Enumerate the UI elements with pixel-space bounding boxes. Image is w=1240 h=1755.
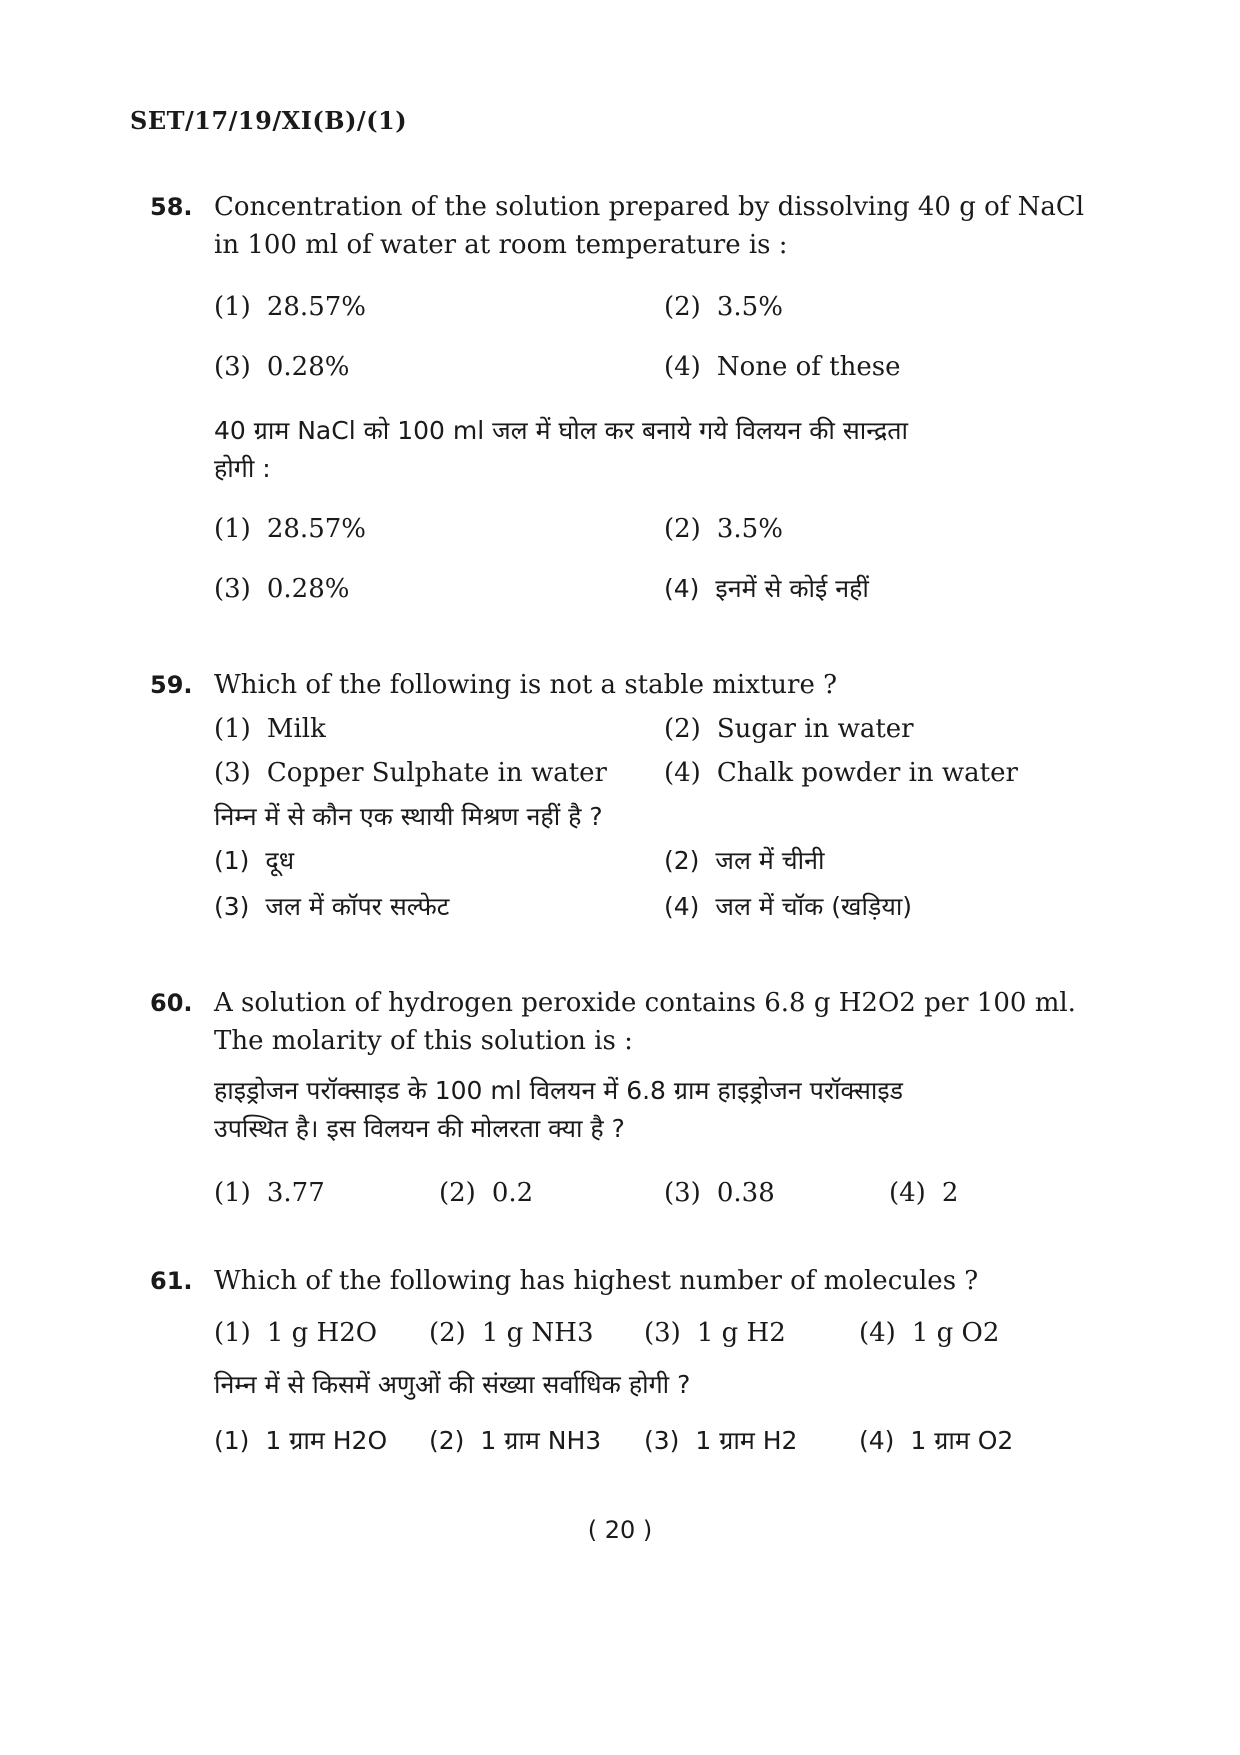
option-4: (4) None of these [664,352,901,382]
option-3-hi: (3) जल में कॉपर सल्फेट [214,892,450,921]
option-1: (1) 3.77 [214,1178,325,1208]
question-text-hi-line1: 40 ग्राम NaCl को 100 ml जल में घोल कर बनाये गये विलयन की सान्द्रता [214,416,908,445]
option-4-hi: (4) 1 ग्राम O2 [859,1426,1014,1455]
option-1-hi: (1) 1 ग्राम H2O [214,1426,388,1455]
question-text-hi: निम्न में से कौन एक स्थायी मिश्रण नहीं है ? [214,802,603,831]
question-text-hi-line1: हाइड्रोजन परॉक्साइड के 100 ml विलयन में 6.8 ग्राम हाइड्रोजन परॉक्साइड [214,1076,904,1105]
question-text-en-line2: in 100 ml of water at room temperature is : [214,230,788,260]
option-4-hi: (4) जल में चॉक (खड़िया) [664,892,913,921]
question-text-en-line1: A solution of hydrogen peroxide contains 6.8 g H2O2 per 100 ml. [214,988,1076,1018]
question-text-en: Which of the following has highest number of molecules ? [214,1266,979,1296]
question-number: 61. [150,1267,193,1295]
option-4: (4) Chalk powder in water [664,758,1018,788]
option-2-hi: (2) जल में चीनी [664,846,825,875]
option-2-hi: (2) 3.5% [664,514,783,544]
option-1-hi: (1) 28.57% [214,514,366,544]
option-2: (2) 3.5% [664,292,783,322]
option-3: (3) Copper Sulphate in water [214,758,607,788]
option-1: (1) 28.57% [214,292,366,322]
option-2-hi: (2) 1 ग्राम NH3 [429,1426,602,1455]
option-1: (1) Milk [214,714,326,744]
question-text-hi-line2: उपस्थित है। इस विलयन की मोलरता क्या है ? [214,1114,625,1143]
question-text-en-line2: The molarity of this solution is : [214,1026,633,1056]
option-4: (4) 1 g O2 [859,1318,1000,1348]
question-number: 58. [150,193,193,221]
option-2: (2) 1 g NH3 [429,1318,594,1348]
option-4: (4) 2 [889,1178,959,1208]
paper-code: SET/17/19/XI(B)/(1) [130,106,408,135]
option-2: (2) 0.2 [439,1178,534,1208]
question-number: 60. [150,989,193,1017]
question-text-hi-line2: होगी : [214,454,271,483]
page-number: ( 20 ) [587,1516,653,1544]
option-3: (3) 0.38 [664,1178,775,1208]
option-2: (2) Sugar in water [664,714,914,744]
question-number: 59. [150,671,193,699]
option-3: (3) 0.28% [214,352,350,382]
option-3-hi: (3) 0.28% [214,574,350,604]
question-text-hi: निम्न में से किसमें अणुओं की संख्या सर्वाधिक होगी ? [214,1370,691,1399]
question-text-en-line1: Concentration of the solution prepared by dissolving 40 g of NaCl [214,192,1085,222]
question-text-en: Which of the following is not a stable mixture ? [214,670,838,700]
option-1-hi: (1) दूध [214,846,295,875]
option-1: (1) 1 g H2O [214,1318,378,1348]
option-3-hi: (3) 1 ग्राम H2 [644,1426,798,1455]
option-4-hi: (4) इनमें से कोई नहीं [664,574,869,603]
option-3: (3) 1 g H2 [644,1318,786,1348]
